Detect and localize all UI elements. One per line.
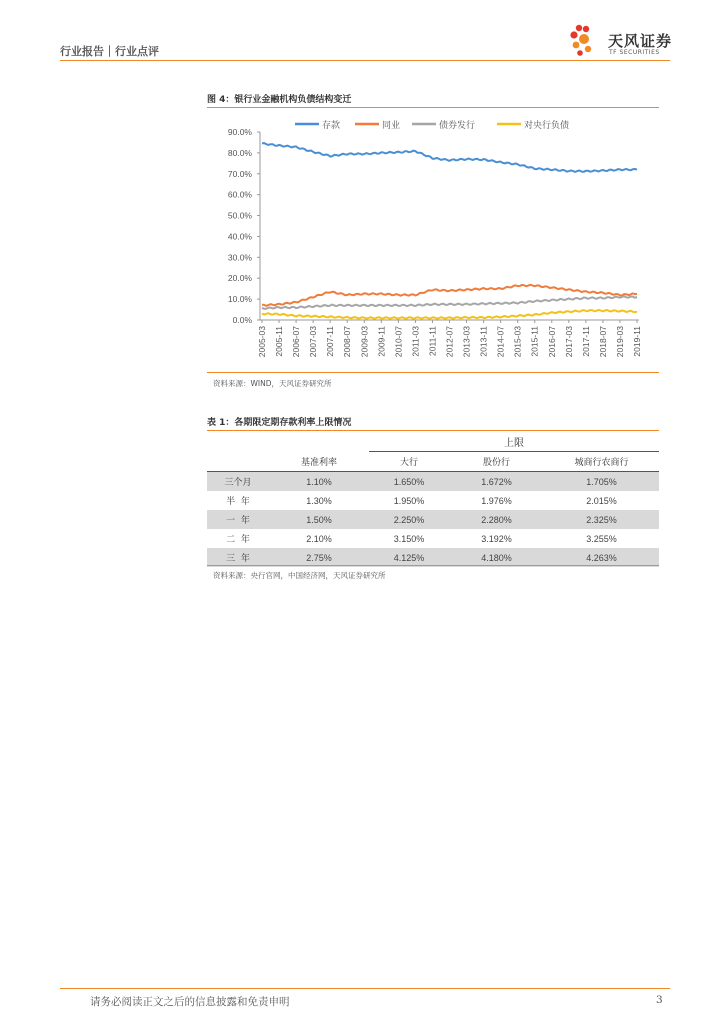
row-term: 三个月 [207, 472, 269, 492]
x-tick-label: 2017-03 [563, 326, 574, 358]
series-line-3 [262, 310, 637, 319]
cell-city-rural: 1.705% [544, 472, 659, 492]
cell-big-bank: 1.650% [369, 472, 449, 492]
cell-big-bank: 3.150% [393, 533, 425, 544]
cell-joint-stock: 2.280% [449, 510, 544, 529]
cell-big-bank: 4.125% [369, 548, 449, 567]
series-line-1 [262, 285, 637, 306]
y-tick-label: 40.0% [227, 231, 252, 242]
x-tick-label: 2005-03 [257, 326, 267, 358]
page-number: 3 [656, 994, 663, 1006]
header-divider [60, 60, 670, 61]
table-caption-rule [207, 430, 659, 431]
y-tick-label: 0.0% [232, 315, 252, 325]
x-tick-label: 2009-11 [376, 326, 387, 357]
cell-joint-stock: 4.180% [449, 548, 544, 567]
column-header: 城商行农商行 [544, 452, 659, 472]
x-tick-label: 2009-03 [359, 326, 370, 358]
brand-logo-icon [566, 22, 608, 60]
row-term: 二 年 [226, 535, 250, 545]
legend-label: 存款 [322, 121, 341, 131]
x-tick-label: 2015-11 [529, 326, 540, 357]
x-tick-label: 2013-11 [478, 326, 489, 357]
x-tick-label: 2007-03 [308, 326, 319, 358]
y-tick-label: 70.0% [227, 168, 252, 179]
x-tick-label: 2007-11 [325, 326, 336, 357]
table-bottom-rule [207, 565, 659, 566]
y-tick-label: 10.0% [227, 294, 252, 305]
column-header: 股份行 [449, 452, 544, 472]
cell-big-bank: 2.250% [369, 510, 449, 529]
y-tick-label: 90.0% [227, 127, 252, 137]
row-term: 一 年 [207, 510, 269, 529]
x-tick-label: 2019-11 [632, 326, 642, 357]
cell-city-rural: 2.325% [544, 510, 659, 529]
figure-source: 资料来源：WIND，天风证券研究所 [213, 379, 332, 388]
x-tick-label: 2010-07 [393, 326, 404, 358]
x-tick-label: 2011-11 [427, 326, 438, 356]
cell-joint-stock: 3.192% [481, 533, 512, 544]
y-tick-label: 60.0% [227, 189, 252, 200]
figure-bottom-rule [207, 372, 659, 373]
legend-label: 同业 [382, 121, 401, 131]
report-header-title: 行业报告｜行业点评 [60, 45, 159, 58]
y-tick-label: 50.0% [227, 210, 252, 221]
x-tick-label: 2016-07 [546, 326, 557, 358]
footer-disclaimer: 请务必阅读正文之后的信息披露和免责申明 [90, 996, 290, 1008]
table-row [207, 510, 659, 529]
table-group-spacer [207, 432, 369, 452]
x-tick-label: 2019-03 [614, 326, 625, 358]
legend-label: 债券发行 [439, 121, 476, 131]
x-tick-label: 2008-07 [342, 326, 353, 358]
figure-caption-rule [207, 107, 659, 108]
brand-name-cn: 天风证券 [608, 32, 673, 50]
cell-base-rate: 1.10% [269, 472, 369, 492]
cell-joint-stock: 1.976% [481, 495, 512, 506]
table-header-row [207, 452, 659, 472]
cell-city-rural: 3.255% [586, 533, 617, 544]
y-tick-label: 30.0% [227, 252, 252, 263]
x-tick-label: 2013-03 [461, 326, 472, 358]
cell-city-rural: 4.263% [544, 548, 659, 567]
column-header: 大行 [369, 452, 449, 472]
series-line-2 [262, 296, 637, 309]
cell-base-rate: 1.50% [269, 510, 369, 529]
column-header: 基准利率 [269, 452, 369, 472]
column-header [207, 452, 269, 472]
y-tick-label: 20.0% [227, 273, 252, 284]
x-tick-label: 2011-03 [410, 326, 421, 357]
table-source: 资料来源：央行官网，中国经济网，天风证券研究所 [213, 571, 386, 580]
x-tick-label: 2015-03 [512, 326, 523, 358]
footer-divider [60, 988, 670, 989]
figure-caption: 图 4：银行业金融机构负债结构变迁 [207, 95, 352, 105]
y-tick-label: 80.0% [227, 147, 252, 158]
table-row [207, 529, 659, 548]
x-tick-label: 2012-07 [444, 326, 455, 358]
row-term: 半 年 [226, 497, 250, 507]
x-tick-label: 2017-11 [580, 326, 591, 357]
liability-structure-chart [207, 110, 659, 372]
deposit-rate-table [207, 432, 659, 567]
cell-city-rural: 2.015% [586, 495, 617, 506]
x-tick-label: 2018-07 [597, 326, 608, 358]
table-row [207, 472, 659, 492]
brand-name-en: TF SECURITIES [609, 49, 660, 56]
series-line-0 [262, 143, 637, 172]
row-term: 三 年 [207, 548, 269, 567]
legend-label: 对央行负债 [524, 121, 570, 131]
x-tick-label: 2006-07 [291, 326, 302, 358]
cell-base-rate: 1.30% [306, 495, 332, 506]
table-row [207, 491, 659, 510]
x-tick-label: 2014-07 [495, 326, 506, 358]
x-tick-label: 2005-11 [274, 326, 285, 357]
table-caption: 表 1：各期限定期存款利率上限情况 [207, 418, 352, 428]
cell-big-bank: 1.950% [393, 495, 425, 506]
table-group-header: 上限 [369, 432, 659, 452]
cell-base-rate: 2.10% [306, 533, 332, 544]
cell-joint-stock: 1.672% [449, 472, 544, 492]
cell-base-rate: 2.75% [269, 548, 369, 567]
